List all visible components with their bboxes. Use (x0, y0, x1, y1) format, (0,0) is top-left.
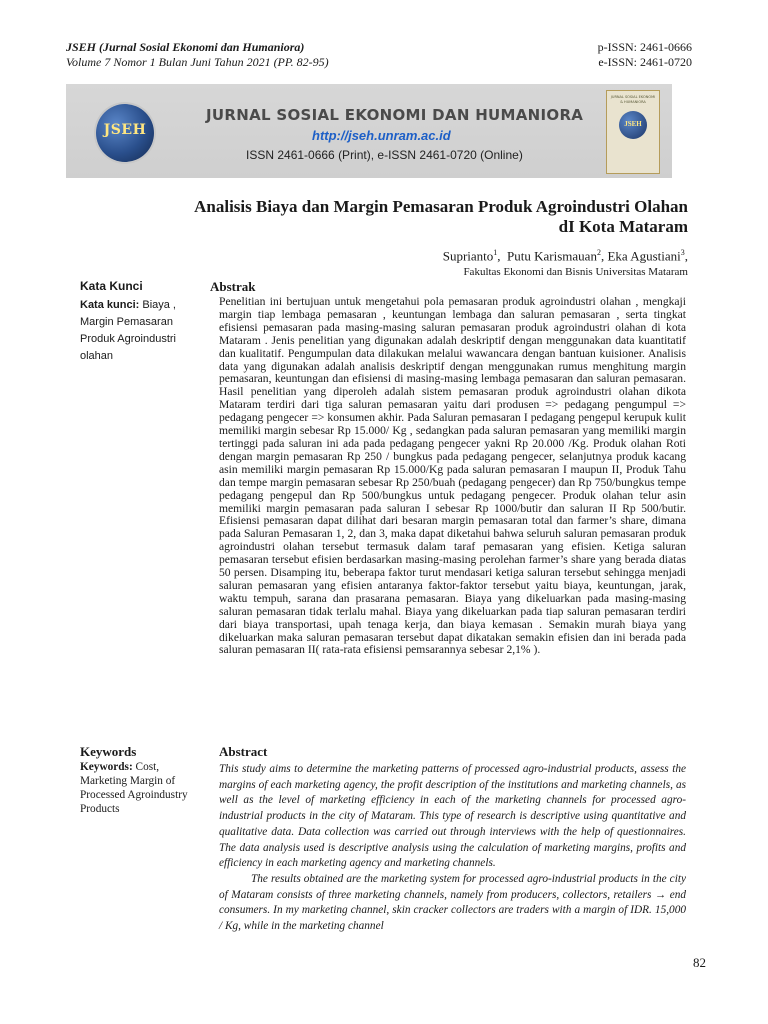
abstrak-body (219, 296, 686, 657)
p-issn: p-ISSN: 2461-0666 (597, 40, 692, 54)
abstract-body (219, 762, 686, 935)
cover-logo-text: JSEH (624, 120, 642, 128)
e-issn: e-ISSN: 2461-0720 (598, 55, 692, 69)
author-name: Eka Agustiani (607, 248, 681, 264)
journal-name: JSEH (Jurnal Sosial Ekonomi dan Humaniora) (66, 40, 305, 54)
banner-title: JURNAL SOSIAL EKONOMI DAN HUMANIORA (206, 106, 584, 124)
abstract-paragraph: This study aims to determine the marketing patterns of processed agro-industrial products, assess the margins of each marketing agency, the profit description of the institutions and marketing channels, as well as the level of marketing efficiency in each of the marketing channels for processed agro-industrial products in the city of Mataram. This type of research is descriptive using quantitative and qualitative data. Data collection was carried out through interviews with the help of questionnaires. The data analysis used is descriptive analysis using the calculation of marketing margins, profits and efficiency in each marketing agency and marketing channels. (219, 763, 686, 870)
kata-kunci-heading: Kata Kunci (80, 279, 143, 293)
journal-banner (66, 84, 672, 178)
article-title-line1: Analisis Biaya dan Margin Pemasaran Produk Agroindustri Olahan (194, 197, 688, 216)
cover-logo (619, 111, 647, 139)
article-title (150, 197, 688, 237)
keywords-label: Keywords: (80, 761, 133, 773)
volume-info: Volume 7 Nomor 1 Bulan Juni Tahun 2021 (PP. 82-95) (66, 55, 329, 69)
abstrak-heading: Abstrak (210, 279, 256, 294)
article-title-line2: dI Kota Mataram (558, 217, 688, 236)
cover-title: JURNAL SOSIAL EKONOMI & HUMANIORA (610, 95, 656, 104)
abstrak-text: Penelitian ini bertujuan untuk mengetahui pola pemasaran produk agroindustri olahan , mengkaji margin tiap lembaga pemasaran , keuntungan lembaga dan saluran pemasaran , serta tingkat efisiensi pemasaran pada masing-masing saluran pemasaran produk agroindustri olahan di kota Mataram . Jenis penelitian yang digunakan adalah deskriptif dengan menggunakan data kuantitatif dan kualitatif. Pengumpulan data dilakukan melalui wawancara dengan bantuan kuisioner. Analisis data yang digunakan adalah analisis deskriptif dengan menggunakan rumus menghitung margin pemasaran, keuntungan dan efisiensi di masing-masing lembaga pemasaran dan saluran pemasaran. Hasil penelitian yang diperoleh adalah sistem pemasaran produk agroindustri olahan dikota Mataram terdiri dari tiga saluran pemasaran yaitu dari produsen => pedagang pengumpul => pedagang pengecer => konsumen akhir. Pada Saluran pemasaran I pedagang pengepul kerupuk kulit memiliki margin sebesar Rp 15.000/ Kg , sedangkan pada saluran pemasaran yang memiliki margin tertinggi pada saluran ini ada pada pedagang pengecer yakni Rp 20.000 /Kg. Produk olahan Roti dengan margin pemasaran Rp 250 / bungkus pada pedagang pengecer, selanjutnya produk kacang asin memiliki margin pemasaran Rp 15.000/Kg pada saluran pemasaran I maupun II, Produk Tahu dan tempe margin pemasaran sebesar Rp 250/buah (pedagang pengecer) dan Rp 750/bungkus tempe pedagang pengepul dan Rp 500/bungkus untuk pedagang pengecer. Produk olahan telur asin memiliki margin pemasaran pada saluran I sebesar Rp 1000/butir dan saluran II Rp 500/butir. Efisiensi pemasaran dapat dilihat dari besaran margin pemasaran total dan farmer’s share, dimana pada Saluran Pemasaran 1, 2, dan 3, maka dapat diketahui bahwa seluruh saluran pemasaran produk agroindustri olahan tersebut termasuk dalam taraf pemasaran yang efisien. Ketiga saluran pemasaran tersebut efisien berdasarkan masing-masing perolehan farmer’s share yang berada diatas 50 persen. Disamping itu, beberapa faktor turut mendasari ketiga saluran tersebut sehingga menjadi saluran pemasaran yang efisien antaranya faktor-faktor tersebut yaitu biaya, keuntungan, jarak, waktu tempuh, sarana dan prasarana pemasaran. Biaya yang dikeluarkan pada masing-masing saluran pemasaran tidak terlalu mahal. Biaya yang dikeluarkan pada tiap saluran pemasaran terdiri dari biaya transportasi, upah tenaga kerja, dan biaya kemasan . Semakin murah biaya yang dikeluarkan maka saluran pemasaran tersebut dapat dikatakan semakin efisien dan ini berada pada saluran pemasaran II( rata-rata efisiensi pemsarannya sebesar 2,1% ). (219, 295, 686, 657)
page-number: 82 (693, 955, 706, 970)
author-sup: 1 (493, 248, 498, 257)
journal-logo-text: JSEH (103, 122, 147, 138)
journal-logo (96, 104, 154, 162)
author-name: Putu Karismauan (507, 248, 597, 264)
author-sup: 3 (680, 248, 685, 257)
author-sup: 2 (596, 248, 601, 257)
journal-cover-thumbnail (606, 90, 660, 174)
authors: Suprianto$^1$, Putu Karismauan$^2$, Eka Agustiani$^3$, (442, 248, 688, 264)
keywords-text: Cost, Marketing Margin of Processed Agroindustry Products (80, 761, 188, 815)
abstract-paragraph: The results obtained are the marketing system for processed agro-industrial products in the city of Mataram consists of three marketing channels, namely from producers, collectors, retailers → end consumers. In my marketing channel, skin cracker collectors are traders with a margin of IDR. 15,000 / Kg, while in the marketing channel (219, 872, 686, 933)
abstract-heading: Abstract (219, 744, 268, 759)
running-head (66, 40, 329, 70)
author-name: Suprianto (442, 248, 494, 264)
issn-block (598, 40, 692, 70)
affiliation: Fakultas Ekonomi dan Bisnis Universitas Mataram (463, 266, 688, 278)
journal-url-link[interactable]: http://jseh.unram.ac.id (312, 128, 451, 143)
kata-kunci-label: Kata kunci: (80, 299, 140, 311)
banner-issn: ISSN 2461-0666 (Print), e-ISSN 2461-0720 (Online) (246, 148, 523, 162)
kata-kunci-text: Biaya , Margin Pemasaran Produk Agroindustri olahan (80, 299, 176, 362)
kata-kunci-body (80, 297, 200, 365)
keywords-heading: Keywords (80, 744, 137, 759)
keywords-body (80, 760, 206, 816)
